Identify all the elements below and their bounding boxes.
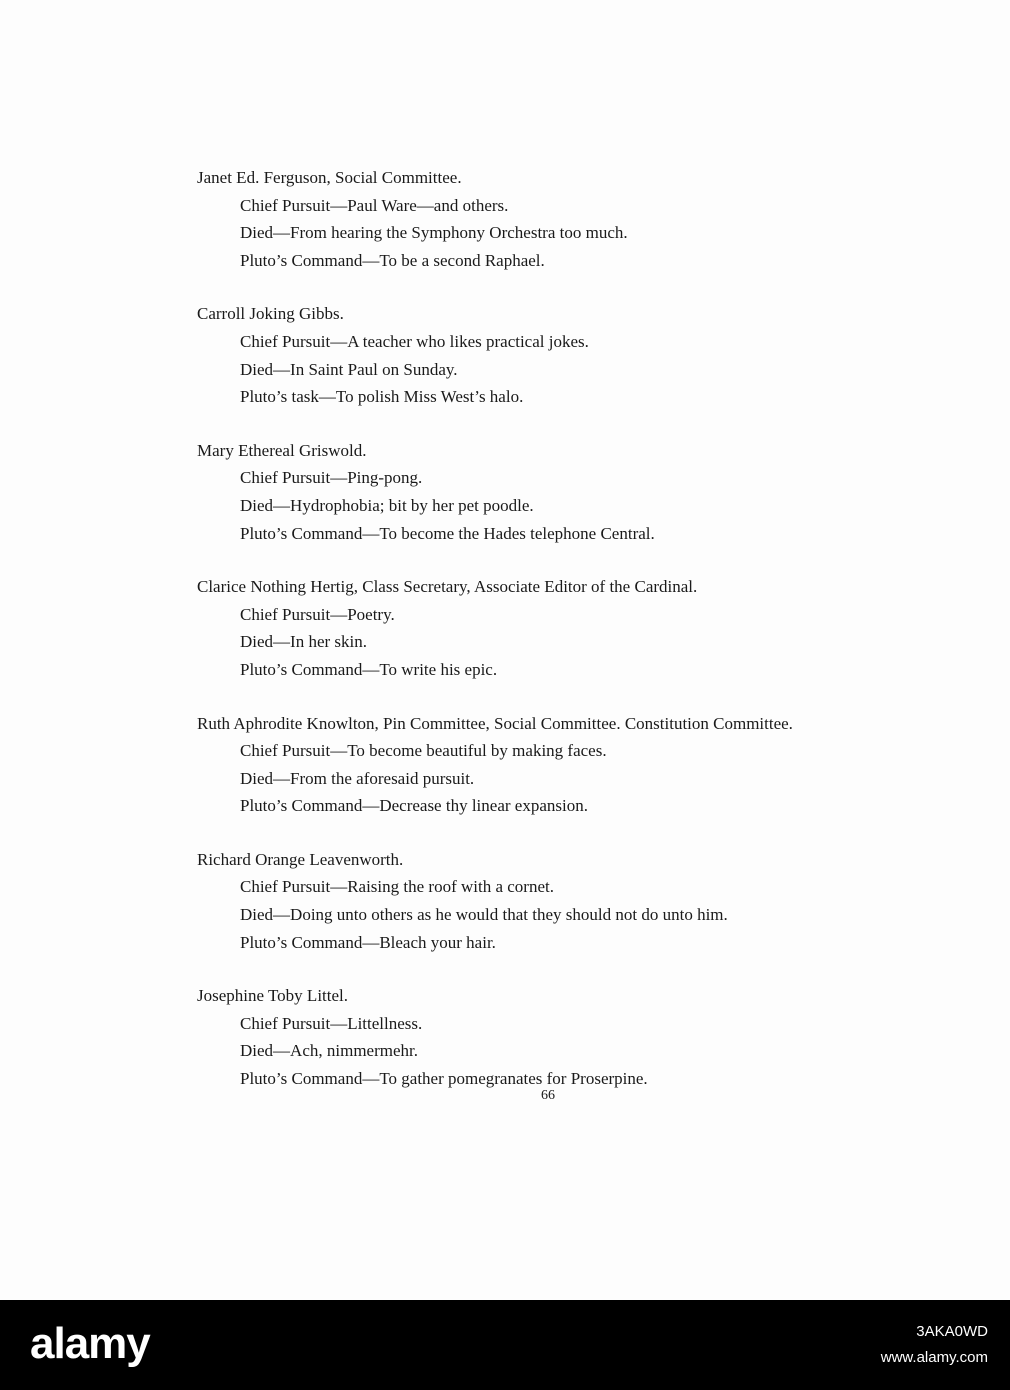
entry-name: Mary Ethereal Griswold. bbox=[197, 440, 367, 460]
entry bbox=[197, 573, 987, 683]
chief-pursuit-line: Chief Pursuit—Littellness. bbox=[240, 1013, 423, 1033]
died-line: Died—Hydrophobia; bit by her pet poodle. bbox=[240, 495, 534, 515]
entry-name: Ruth Aphrodite Knowlton, Pin Committee, Social Committee. Constitution Committee. bbox=[197, 713, 793, 733]
plutos-command-line: Pluto’s Command—Decrease thy linear expansion. bbox=[240, 796, 588, 816]
died-line: Died—In her skin. bbox=[240, 632, 368, 652]
plutos-command-line: Pluto’s Command—To gather pomegranates for Proserpine. bbox=[240, 1069, 648, 1089]
died-line: Died—Ach, nimmermehr. bbox=[240, 1041, 418, 1061]
died-line: Died—From hearing the Symphony Orchestra too much. bbox=[240, 223, 628, 243]
entry-name: Carroll Joking Gibbs. bbox=[197, 304, 344, 324]
entry bbox=[197, 710, 987, 820]
chief-pursuit-line: Chief Pursuit—Raising the roof with a cornet. bbox=[240, 877, 554, 897]
entry bbox=[197, 846, 987, 956]
chief-pursuit-line: Chief Pursuit—Ping-pong. bbox=[240, 468, 423, 488]
entry bbox=[197, 300, 987, 410]
entry-name: Josephine Toby Littel. bbox=[197, 986, 349, 1006]
chief-pursuit-line: Chief Pursuit—Paul Ware—and others. bbox=[240, 195, 509, 215]
plutos-task-line: Pluto’s task—To polish Miss West’s halo. bbox=[240, 387, 524, 407]
chief-pursuit-line: Chief Pursuit—To become beautiful by making faces. bbox=[240, 741, 607, 761]
entry-name: Janet Ed. Ferguson, Social Committee. bbox=[197, 168, 462, 187]
entry bbox=[197, 437, 987, 547]
watermark-bar bbox=[0, 1300, 1010, 1390]
died-line: Died—Doing unto others as he would that they should not do unto him. bbox=[240, 905, 728, 925]
died-line: Died—In Saint Paul on Sunday. bbox=[240, 359, 458, 379]
died-line: Died—From the aforesaid pursuit. bbox=[240, 768, 475, 788]
entry bbox=[197, 164, 987, 274]
watermark-image-id: 3AKA0WD bbox=[916, 1323, 988, 1340]
watermark-url: www.alamy.com bbox=[880, 1349, 988, 1366]
entry bbox=[197, 982, 987, 1092]
plutos-command-line: Pluto’s Command—To become the Hades telephone Central. bbox=[240, 523, 655, 543]
plutos-command-line: Pluto’s Command—To write his epic. bbox=[240, 659, 498, 679]
plutos-command-line: Pluto’s Command—To be a second Raphael. bbox=[240, 250, 545, 270]
watermark-logo: alamy bbox=[30, 1319, 150, 1368]
chief-pursuit-line: Chief Pursuit—Poetry. bbox=[240, 604, 395, 624]
plutos-command-line: Pluto’s Command—Bleach your hair. bbox=[240, 932, 496, 952]
page-number: 66 bbox=[541, 1088, 555, 1103]
entry-list bbox=[197, 164, 987, 1119]
entry-name: Richard Orange Leavenworth. bbox=[197, 849, 404, 869]
entry-name: Clarice Nothing Hertig, Class Secretary, Associate Editor of the Cardinal. bbox=[197, 577, 698, 597]
chief-pursuit-line: Chief Pursuit—A teacher who likes practical jokes. bbox=[240, 331, 589, 351]
